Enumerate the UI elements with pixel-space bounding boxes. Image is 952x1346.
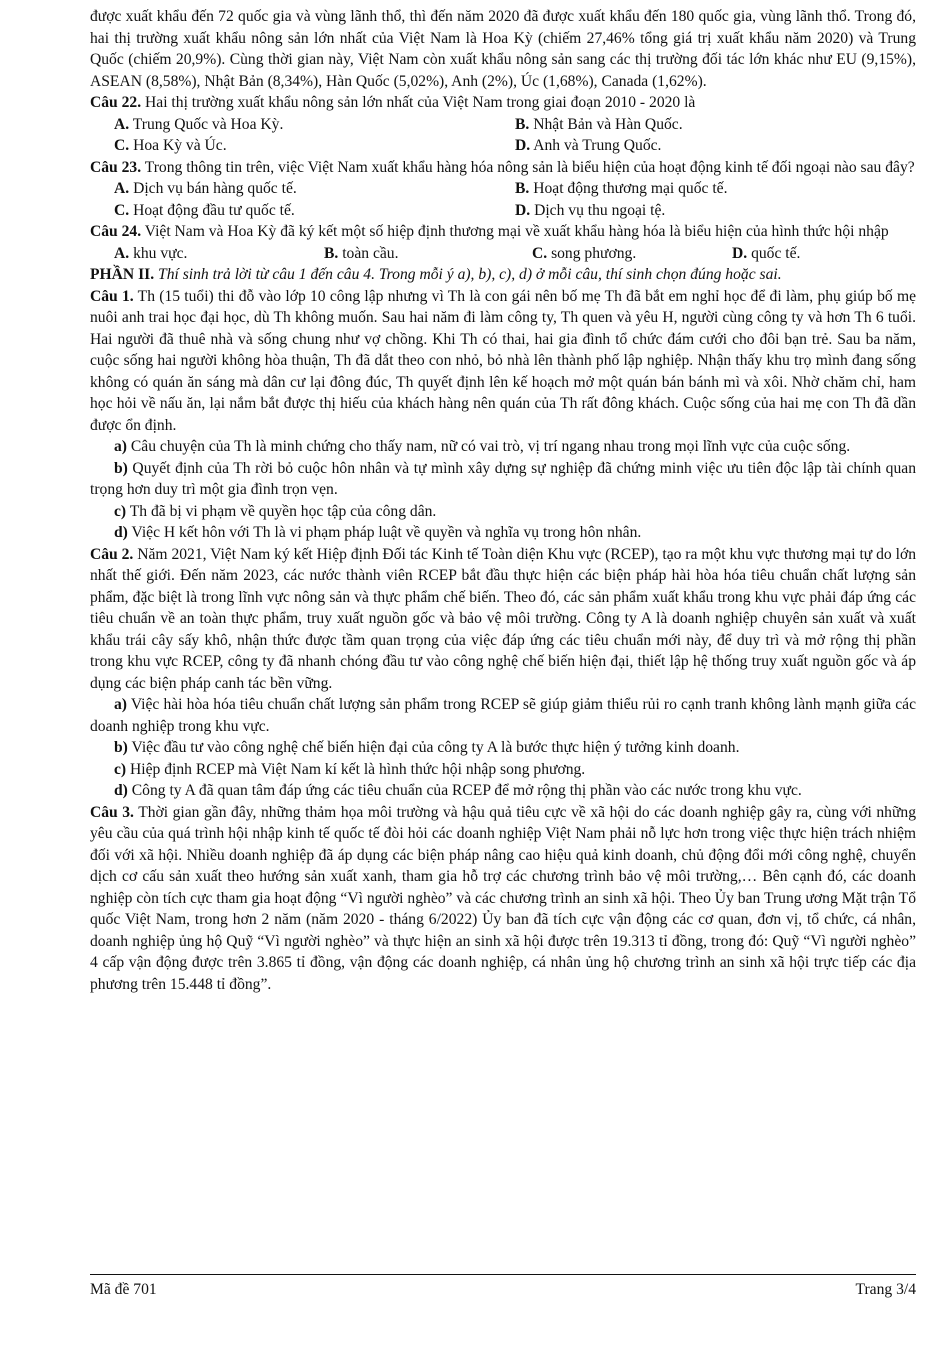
part2-heading <box>90 264 916 286</box>
option-b: B. Hoạt động thương mại quốc tế. <box>515 180 728 197</box>
options-row <box>90 114 916 136</box>
options-row <box>90 200 916 222</box>
option-b: B. toàn cầu. <box>324 244 399 262</box>
option-a: A. Dịch vụ bán hàng quốc tế. <box>114 180 297 197</box>
page-footer <box>90 1274 916 1299</box>
part2-question-1 <box>90 286 916 544</box>
options-row <box>90 135 916 157</box>
statement-a: a) Việc hài hòa hóa tiêu chuẩn chất lượng sản phẩm trong RCEP sẽ giúp giảm thiểu rủi ro cạnh tranh không lành mạnh giữa các doanh nghiệp trong khu vực. <box>90 696 916 735</box>
statement-c: c) Th đã bị vi phạm về quyền học tập của công dân. <box>114 502 437 520</box>
question-text: Hai thị trường xuất khẩu nông sản lớn nhất của Việt Nam trong giai đoạn 2010 - 2020 là <box>141 94 696 111</box>
option-c: C. song phương. <box>532 244 637 262</box>
option-a: A. Trung Quốc và Hoa Kỳ. <box>114 115 284 133</box>
question-label: Câu 2. <box>90 545 134 563</box>
option-d: D. quốc tế. <box>732 244 801 262</box>
part2-question-2 <box>90 544 916 802</box>
statement-b: b) Quyết định của Th rời bỏ cuộc hôn nhân và tự mình xây dựng sự nghiệp đã chứng minh việc ưu tiên độc lập tài chính quan trọng hơn duy trì một gia đình trọn vẹn. <box>90 459 916 498</box>
document-page <box>90 6 916 995</box>
statement-d: d) Công ty A đã quan tâm đáp ứng các tiêu chuẩn của RCEP để mở rộng thị phần vào các nước trong khu vực. <box>114 782 802 799</box>
question-text: Thời gian gần đây, những thảm họa môi trường và hậu quả tiêu cực về xã hội do các doanh nghiệp gây ra, cùng với những yêu cầu của quá trình hội nhập kinh tế quốc tế đòi hỏi các doanh nghiệp Việt Nam phải nỗ lực hơn trong việc thực hiện trách nhiệm đối với xã hội. Nhiều doanh nghiệp đã áp dụng các biện pháp nâng cao hiệu quả kinh doanh, chủ động đổi mới công nghệ, chuyển dịch cơ cấu sản xuất theo hướng sản xuất xanh, tham gia hỗ trợ các chương trình bảo vệ môi trường,… Bên cạnh đó, các doanh nghiệp còn tích cực tham gia hoạt động “Vì người nghèo” và các chương trình an sinh xã hội. Theo Ủy ban Trung ương Mặt trận Tổ quốc Việt Nam, trong hơn 2 năm (năm 2020 - tháng 6/2022) Ủy ban đã tích cực vận động các cơ quan, đơn vị, tổ chức, cá nhân, doanh nghiệp ủng hộ Quỹ “Vì người nghèo” và thực hiện an sinh xã hội được trên 19.313 tỉ đồng, trong đó: Quỹ “Vì người nghèo” 4 cấp vận động được trên 3.865 tỉ đồng, vận động các doanh nghiệp, cá nhân ủng hộ chương trình an sinh xã hội trực tiếp các địa phương trên 15.448 tỉ đồng”. <box>90 803 916 993</box>
exam-code: Mã đề 701 <box>90 1281 157 1298</box>
part2-question-3 <box>90 802 916 996</box>
question-23 <box>90 157 916 222</box>
option-a: A. khu vực. <box>114 244 188 262</box>
question-label: Câu 22. <box>90 94 142 111</box>
question-label: Câu 3. <box>90 803 134 821</box>
page-number: Trang 3/4 <box>855 1281 916 1298</box>
question-text: Năm 2021, Việt Nam ký kết Hiệp định Đối tác Kinh tế Toàn diện Khu vực (RCEP), tạo ra một khu vực thương mại tự do lớn nhất thế giới. Đến năm 2023, các nước thành viên RCEP bắt đầu thực hiện các biện pháp hài hòa hóa tiêu chuẩn chất lượng sản phẩm, đặc biệt là trong lĩnh vực nông sản và thực phẩm chế biến. Theo đó, các sản phẩm xuất khẩu trong khu vực phải đáp ứng các tiêu chuẩn về an toàn thực phẩm, truy xuất nguồn gốc và bảo vệ môi trường. Công ty A là doanh nghiệp chuyên sản xuất và xuất khẩu trái cây sấy khô, nhận thức được tầm quan trọng của việc đáp ứng các tiêu chuẩn mới này, để duy trì và mở rộng thị phần trong khu vực RCEP, công ty đã nhanh chóng đầu tư vào công nghệ chế biến hiện đại, thiết lập hệ thống truy xuất nguồn gốc và áp dụng các biện pháp canh tác bền vững. <box>90 545 916 692</box>
question-text: Th (15 tuổi) thi đỗ vào lớp 10 công lập nhưng vì Th là con gái nên bố mẹ Th đã bắt em nghỉ học để đi làm, phụ giúp bố mẹ nuôi anh trai học đại học, dù Th không muốn. Sau hai năm đi làm công ty, Th quen và yêu H, người cùng công ty và hơn Th 6 tuổi. Hai người đã thuê nhà và sống chung như vợ chồng. Khi Th có thai, hai gia đình tổ chức đám cưới cho đôi bạn trẻ. Sau ba năm, cuộc sống hai người không hòa thuận, Th đã dắt theo con nhỏ, bỏ nhà lên thành phố lập nghiệp. Nhận thấy khu trọ mình đang sống không có quán ăn sáng mà dân cư lại đông đúc, Th quyết định lên kế hoạch mở một quán bán bánh mì và xôi. Nhờ chăm chỉ, ham học hỏi về nấu ăn, lại nắm bắt được thị hiếu của khách hàng nên quán của Th rất đông khách. Cuộc sống của hai mẹ con Th đã dần được ổn định. <box>90 287 916 434</box>
option-b: B. Nhật Bản và Hàn Quốc. <box>515 115 683 133</box>
statement-d: d) Việc H kết hôn với Th là vi phạm pháp luật về quyền và nghĩa vụ trong hôn nhân. <box>114 524 642 541</box>
intro-paragraph: được xuất khẩu đến 72 quốc gia và vùng lãnh thổ, thì đến năm 2020 đã được xuất khẩu đến 180 quốc gia, vùng lãnh thổ. Trong đó, hai thị trường xuất khẩu nông sản lớn nhất của Việt Nam là Hoa Kỳ (chiếm 27,46% tổng giá trị xuất khẩu năm 2020) và Trung Quốc (chiếm 20,9%). Cùng thời gian này, Việt Nam còn xuất khẩu nông sản sang các thị trường đối tác lớn khác như EU (9,15%), ASEAN (8,58%), Nhật Bản (8,34%), Hàn Quốc (5,02%), Anh (2%), Úc (1,68%), Canada (1,62%). <box>90 8 916 90</box>
question-label: Câu 1. <box>90 287 134 305</box>
option-d: D. Anh và Trung Quốc. <box>515 137 662 154</box>
part2-title: PHẦN II. <box>90 266 155 283</box>
options-row <box>90 178 916 200</box>
statement-a: a) Câu chuyện của Th là minh chứng cho thấy nam, nữ có vai trò, vị trí ngang nhau trong mọi lĩnh vực của cuộc sống. <box>114 438 851 455</box>
question-text: Trong thông tin trên, việc Việt Nam xuất khẩu hàng hóa nông sản là biểu hiện của hoạt động kinh tế đối ngoại nào sau đây? <box>141 158 915 176</box>
question-label: Câu 23. <box>90 158 142 176</box>
question-label: Câu 24. <box>90 223 142 240</box>
statement-c: c) Hiệp định RCEP mà Việt Nam kí kết là hình thức hội nhập song phương. <box>114 760 586 778</box>
option-d: D. Dịch vụ thu ngoại tệ. <box>515 201 666 219</box>
option-c: C. Hoa Kỳ và Úc. <box>114 137 227 154</box>
question-24 <box>90 221 916 264</box>
option-c: C. Hoạt động đầu tư quốc tế. <box>114 201 295 219</box>
options-row <box>90 243 916 265</box>
question-22 <box>90 92 916 157</box>
question-text: Việt Nam và Hoa Kỳ đã ký kết một số hiệp định thương mại về xuất khẩu hàng hóa là biểu hiện của hình thức hội nhập <box>141 223 889 240</box>
part2-instruction: Thí sinh trả lời từ câu 1 đến câu 4. Trong mỗi ý a), b), c), d) ở mỗi câu, thí sinh chọn đúng hoặc sai. <box>154 266 782 283</box>
statement-b: b) Việc đầu tư vào công nghệ chế biến hiện đại của công ty A là bước thực hiện ý tưởng kinh doanh. <box>114 739 740 756</box>
